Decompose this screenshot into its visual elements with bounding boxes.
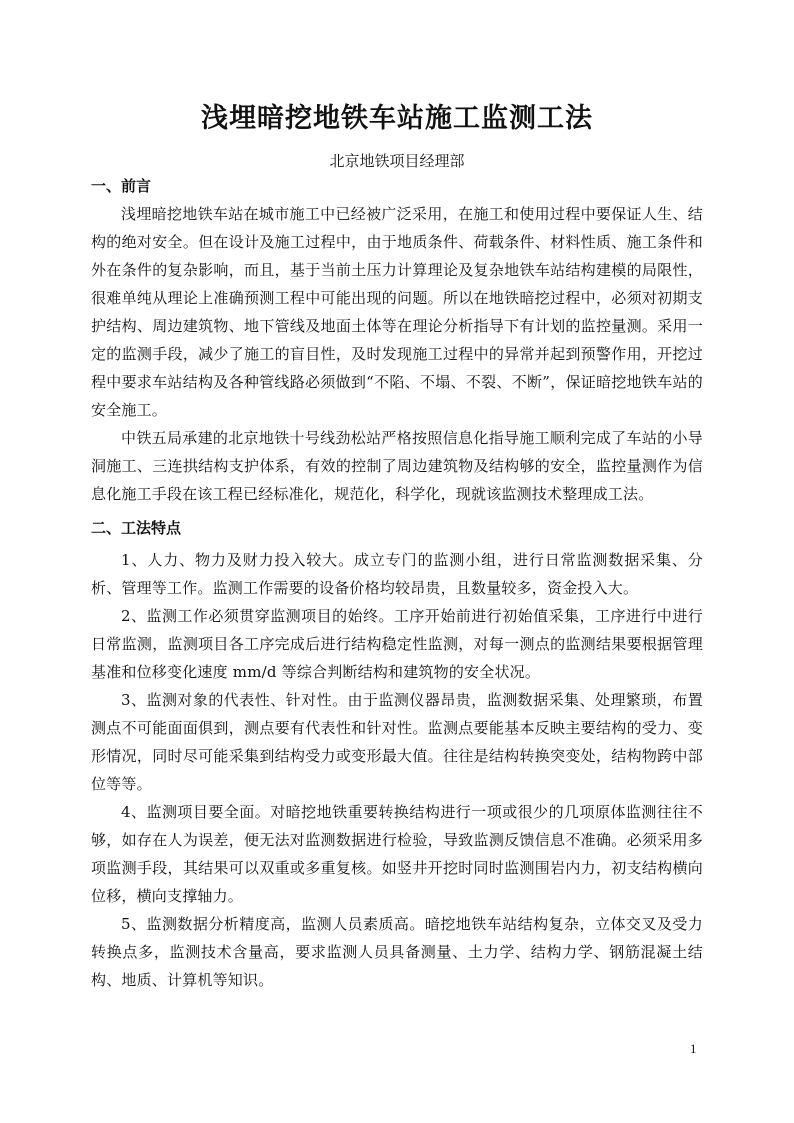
list-item: 3、监测对象的代表性、针对性。由于监测仪器昂贵，监测数据采集、处理繁琐，布置测点不可能面面俱到，测点要有代表性和针对性。监测点要能基本反映主要结构的受力、变形情况，同时尽可能采集到结构受力或变形最大值。往往是结构转换突变处，结构物跨中部位等等。	[91, 691, 703, 793]
paragraph: 浅埋暗挖地铁车站在城市施工中已经被广泛采用，在施工和使用过程中要保证人生、结构的绝对安全。但在设计及施工过程中，由于地质条件、荷载条件、材料性质、施工条件和外在条件的复杂影响，而且，基于当前土压力计算理论及复杂地铁车站结构建模的局限性，很难单纯从理论上准确预测工程中可能出现的问题。所以在地铁暗挖过程中，必须对初期支护结构、周边建筑物、地下管线及地面土体等在理论分析指导下有计划的监控量测。采用一定的监测手段，减少了施工的盲目性，及时发现施工过程中的异常并起到预警作用，开挖过程中要求车站结构及各种管线路必须做到“不陷、不塌、不裂、不断”，保证暗挖地铁车站的安全施工。	[91, 205, 703, 419]
list-item: 5、监测数据分析精度高，监测人员素质高。暗挖地铁车站结构复杂，立体交叉及受力转换点多，监测技术含量高，要求监测人员具备测量、土力学、结构力学、钢筋混凝土结构、地质、计算机等知识。	[91, 915, 703, 989]
list-item: 2、监测工作必须贯穿监测项目的始终。工序开始前进行初始值采集，工序进行中进行日常监测，监测项目各工序完成后进行结构稳定性监测，对每一测点的监测结果要根据管理基准和位移变化速度 mm/d 等综合判断结构和建筑物的安全状况。	[91, 607, 703, 681]
paragraph: 中铁五局承建的北京地铁十号线劲松站严格按照信息化指导施工顺利完成了车站的小导洞施工、三连拱结构支护体系，有效的控制了周边建筑物及结构够的安全，监控量测作为信息化施工手段在该工程已经标准化，规范化，科学化，现就该监测技术整理成工法。	[91, 429, 703, 503]
list-item: 4、监测项目要全面。对暗挖地铁重要转换结构进行一项或很少的几项原体监测往往不够，如存在人为误差，便无法对监测数据进行检验，导致监测反馈信息不准确。必须采用多项监测手段，其结果可以双重或多重复核。如竖井开挖时同时监测围岩内力，初支结构横向位移，横向支撑轴力。	[91, 803, 703, 905]
page-number: 1	[690, 1041, 697, 1056]
document-title: 浅埋暗挖地铁车站施工监测工法	[201, 103, 593, 134]
section-heading-features: 二、工法特点	[91, 519, 182, 537]
document-subtitle: 北京地铁项目经理部	[329, 152, 465, 170]
list-item: 1、人力、物力及财力投入较大。成立专门的监测小组，进行日常监测数据采集、分析、管理等工作。监测工作需要的设备价格均较昂贵，且数量较多，资金投入大。	[91, 551, 703, 597]
section-heading-foreword: 一、前言	[91, 177, 152, 195]
document-page	[91, 96, 703, 994]
